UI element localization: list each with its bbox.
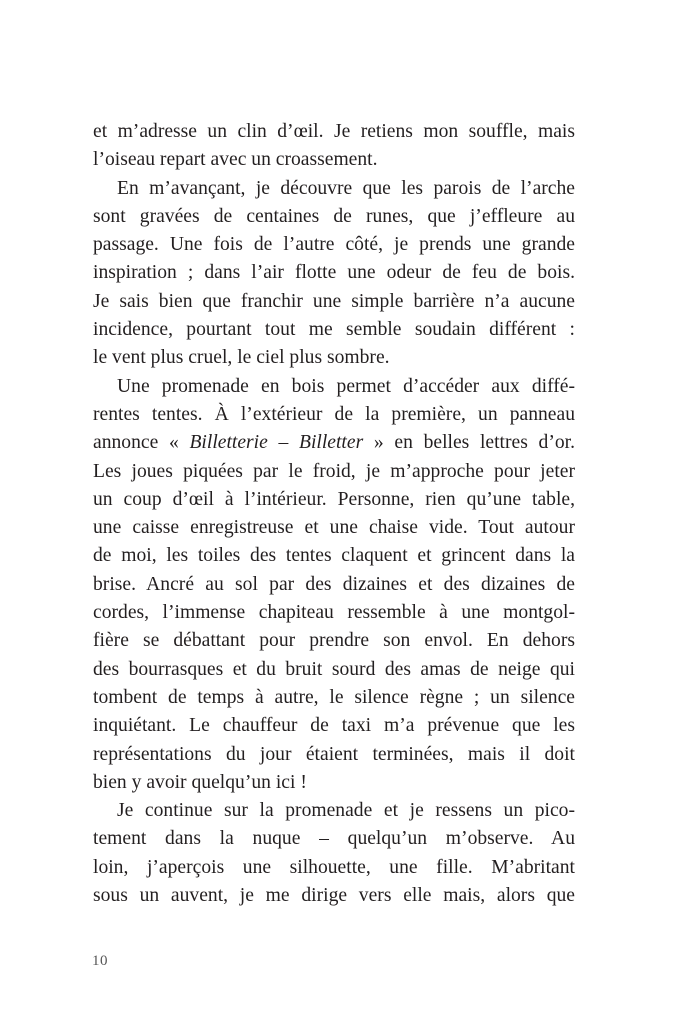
text-line: une caisse enregistreuse et une chaise vide. Tout autour bbox=[93, 517, 575, 539]
text-line: un coup d’œil à l’intérieur. Personne, rien qu’une table, bbox=[93, 488, 575, 510]
text-line: de moi, les toiles des tentes claquent et grincent dans la bbox=[93, 545, 575, 567]
text-line: et m’adresse un clin d’œil. Je retiens mon souffle, mais bbox=[93, 121, 575, 142]
body-text bbox=[93, 118, 575, 910]
italic-title: Billetterie – Billetter bbox=[189, 432, 364, 454]
text-line: bien y avoir quelqu’un ici ! bbox=[93, 771, 307, 793]
text-line: le vent plus cruel, le ciel plus sombre. bbox=[93, 347, 390, 369]
text-line: inquiétant. Le chauffeur de taxi m’a prévenue que les bbox=[93, 715, 575, 737]
text-line: Je continue sur la promenade et je ressens un pico- bbox=[117, 800, 575, 822]
text-line: En m’avançant, je découvre que les parois de l’arche bbox=[117, 177, 575, 199]
text-line: Une promenade en bois permet d’accéder aux diffé- bbox=[117, 375, 575, 397]
text-line: sous un auvent, je me dirige vers elle mais, alors que bbox=[93, 885, 575, 907]
text-line: loin, j’aperçois une silhouette, une fille. M’abritant bbox=[93, 856, 575, 878]
text-line: Les joues piquées par le froid, je m’approche pour jeter bbox=[93, 460, 575, 482]
text-line: annonce « Billetterie – Billetter » en belles lettres d’or. bbox=[93, 432, 575, 454]
text-line: sont gravées de centaines de runes, que j’effleure au bbox=[93, 205, 575, 227]
text-line: cordes, l’immense chapiteau ressemble à une montgol- bbox=[93, 602, 575, 624]
text-line: représentations du jour étaient terminées, mais il doit bbox=[93, 743, 575, 765]
text-line: passage. Une fois de l’autre côté, je prends une grande bbox=[93, 234, 575, 256]
text-line: rentes tentes. À l’extérieur de la première, un panneau bbox=[93, 403, 575, 425]
text-line: Je sais bien que franchir une simple barrière n’a aucune bbox=[93, 290, 575, 312]
text-line: tement dans la nuque – quelqu’un m’observe. Au bbox=[93, 828, 575, 850]
text-line: fière se débattant pour prendre son envol. En dehors bbox=[93, 630, 575, 652]
text-line: incidence, pourtant tout me semble soudain différent : bbox=[93, 319, 575, 341]
text-line: brise. Ancré au sol par des dizaines et des dizaines de bbox=[93, 573, 575, 595]
text-line: l’oiseau repart avec un croassement. bbox=[93, 149, 378, 171]
text-line: inspiration ; dans l’air flotte une odeur de feu de bois. bbox=[93, 262, 575, 284]
text-line: tombent de temps à autre, le silence règne ; un silence bbox=[93, 686, 575, 708]
text-line: des bourrasques et du bruit sourd des amas de neige qui bbox=[93, 658, 575, 680]
page-number: 10 bbox=[92, 953, 108, 969]
